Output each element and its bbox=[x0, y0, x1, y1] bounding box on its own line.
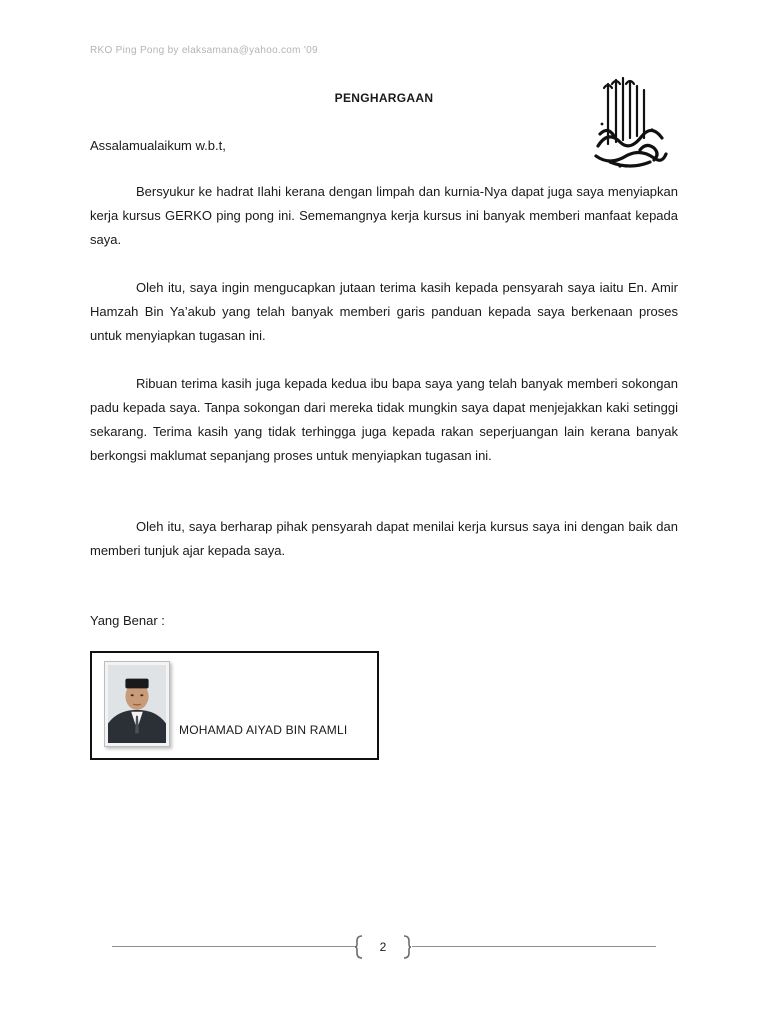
page-number: 2 bbox=[379, 940, 387, 954]
paragraph-4: Oleh itu, saya berharap pihak pensyarah dapat menilai kerja kursus saya ini dengan baik dan memberi tunjuk ajar kepada saya. bbox=[90, 519, 678, 558]
page-title: PENGHARGAAN bbox=[334, 91, 434, 105]
greeting: Assalamualaikum w.b.t, bbox=[90, 138, 226, 153]
paragraph-1: Bersyukur ke hadrat Ilahi kerana dengan limpah dan kurnia-Nya dapat juga saya menyiapkan kerja kursus GERKO ping pong ini. Sememangnya kerja kursus ini banyak memberi manfaat kepada saya. bbox=[90, 184, 678, 247]
closing-text: Yang Benar : bbox=[90, 613, 165, 628]
paragraph-2: Oleh itu, saya ingin mengucapkan jutaan terima kasih kepada pensyarah saya iaitu En. Amir Hamzah Bin Ya’akub yang telah banyak memberi garis panduan kepada saya berkenaan proses untuk menyiapkan tugasan ini. bbox=[90, 280, 678, 343]
paragraph-3: Ribuan terima kasih juga kepada kedua ibu bapa saya yang telah banyak memberi sokongan padu kepada saya. Tanpa sokongan dari mereka tidak mungkin saya dapat menjejakkan kaki setinggi sekarang. Terima kasih yang tidak terhingga juga kepada rakan seperjuangan lain kerana banyak berkongsi maklumat sepanjang proses untuk menyiapkan tugasan ini. bbox=[90, 376, 678, 463]
basmala-calligraphy-icon bbox=[590, 74, 670, 170]
signature-box bbox=[90, 651, 379, 760]
author-photo bbox=[104, 661, 170, 747]
header-note: RKO Ping Pong by elaksamana@yahoo.com '09 bbox=[90, 45, 318, 56]
footer-rule-left bbox=[112, 946, 356, 947]
signature-name: MOHAMAD AIYAD BIN RAMLI bbox=[179, 723, 348, 737]
footer-rule-right bbox=[412, 946, 656, 947]
